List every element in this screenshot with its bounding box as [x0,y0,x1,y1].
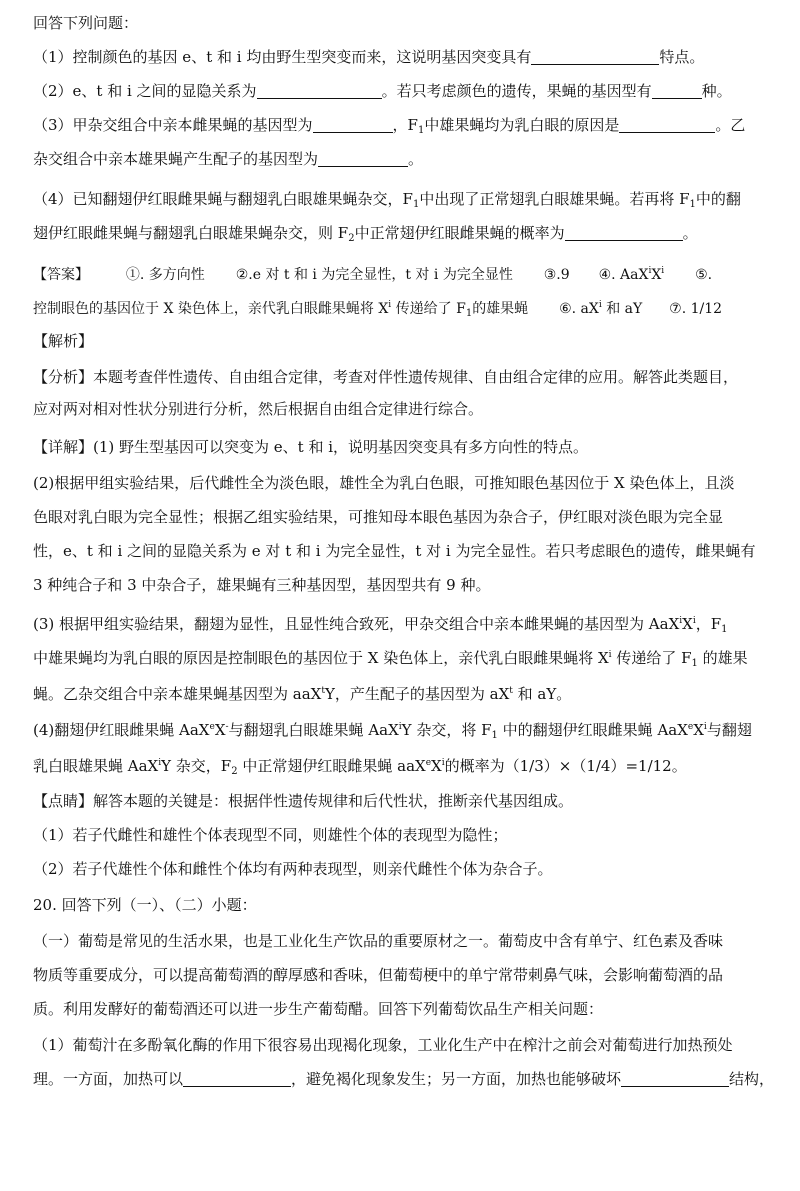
q19-part2: （2）e、t 和 i 之间的显隐关系为 。若只考虑颜色的遗传，果蝇的基因型有 种。 [33,82,732,100]
q20-para2b: 理。一方面，加热可以 ，避免褐化现象发生；另一方面，加热也能够破坏 结构， [33,1070,775,1088]
q20-para1a: （一）葡萄是常见的生活水果，也是工业化生产饮品的重要原材之一。葡萄皮中含有单宁、红色素及香味 [33,932,724,950]
detail-2d: 3 种纯合子和 3 中杂合子，雄果蝇有三种基因型，基因型共有 9 种。 [33,576,491,594]
answer-blank[interactable] [257,82,382,99]
detail-3b: 中雄果蝇均为乳白眼的原因是控制眼色的基因位于 X 染色体上，亲代乳白眼雌果蝇将 $X^i$ 传递给了 $F_1$ 的雄果 [33,649,748,669]
dianjing-1: （1）若子代雌性和雄性个体表现型不同，则雄性个体的表现型为隐性； [33,826,508,844]
answer-blank[interactable] [619,116,715,133]
answer-blank[interactable] [652,82,702,99]
answer-blank[interactable] [318,150,408,167]
q19-part3-cont: 杂交组合中亲本雄果蝇产生配子的基因型为 。 [33,150,424,168]
detail-2a: (2)根据甲组实验结果，后代雌性全为淡色眼，雄性全为乳白色眼，可推知眼色基因位于 X 染色体上，且淡 [33,474,735,492]
detail-1: 【详解】(1) 野生型基因可以突变为 e、t 和 i，说明基因突变具有多方向性的特点。 [33,438,589,456]
dianjing-2: （2）若子代雄性个体和雌性个体均有两种表现型，则亲代雌性个体为杂合子。 [33,860,553,878]
answer-blank[interactable] [183,1070,291,1087]
answer-label: 【答案】 [33,267,89,283]
q19-intro: 回答下列问题： [33,14,139,32]
detail-2b: 色眼对乳白眼为完全显性；根据乙组实验结果，可推知母本眼色基因为杂合子，伊红眼对淡色眼为完全显 [33,508,724,526]
analysis-fenxi: 【分析】本题考查伴性遗传、自由组合定律，考查对伴性遗传规律、自由组合定律的应用。解答此类题目， [33,368,739,386]
answer-blank[interactable] [313,116,393,133]
dianjing: 【点睛】解答本题的关键是：根据伴性遗传规律和后代性状，推断亲代基因组成。 [33,792,574,810]
answer-line-2: 控制眼色的基因位于 X 染色体上，亲代乳白眼雌果蝇将 $X^i$ 传递给了 $F_1$的雄果蝇 ⑥. $aX^i$ 和 aY ⑦. 1/12 [33,300,723,319]
answer-line: 【答案】 ①. 多方向性 ②.e 对 t 和 i 为完全显性，t 对 i 为完全显性 ③.9 ④. $AaX^iX^i$ ⑤. [33,266,713,283]
answer-blank[interactable] [565,224,683,241]
q19-part4: （4）已知翻翅伊红眼雌果蝇与翻翅乳白眼雄果蝇杂交，$F_1$中出现了正常翅乳白眼雄果蝇。若再将 $F_1$中的翻 [33,190,741,210]
analysis-label: 【解析】 [33,332,94,350]
q20-para1b: 物质等重要成分，可以提高葡萄酒的醇厚感和香味，但葡萄梗中的单宁常带刺鼻气味，会影响葡萄酒的品 [33,966,724,984]
q20-title: 20. 回答下列（一）、（二）小题： [33,896,257,914]
q19-part3: （3）甲杂交组合中亲本雌果蝇的基因型为 ，$F_1$中雄果蝇均为乳白眼的原因是 。乙 [33,116,746,136]
answer-blank[interactable] [531,48,659,65]
detail-3c: 蝇。乙杂交组合中亲本雄果蝇基因型为 aaX$^t$Y，产生配子的基因型为 $aX^t$ 和 aY。 [33,685,572,703]
detail-2c: 性，e、t 和 i 之间的显隐关系为 e 对 t 和 i 为完全显性，t 对 i 为完全显性。若只考虑眼色的遗传，雌果蝇有 [33,542,756,560]
q19-part1: （1）控制颜色的基因 e、t 和 i 均由野生型突变而来，这说明基因突变具有 特点。 [33,48,705,66]
q20-para1c: 质。利用发酵好的葡萄酒还可以进一步生产葡萄醋。回答下列葡萄饮品生产相关问题： [33,1000,604,1018]
q19-part4-cont: 翅伊红眼雌果蝇与翻翅乳白眼雄果蝇杂交，则 $F_2$中正常翅伊红眼雌果蝇的概率为 。 [33,224,698,244]
detail-4b: 乳白眼雄果蝇 AaX$^i$Y 杂交，$F_2$ 中正常翅伊红眼雌果蝇 $aaX^eX^i$的概率为（1/3）×（1/4）=1/12。 [33,757,687,777]
detail-3a: (3) 根据甲组实验结果，翻翅为显性，且显性纯合致死，甲杂交组合中亲本雌果蝇的基因型为 $AaX^iX^i$，$F_1$ [33,615,728,635]
detail-4a: (4)翻翅伊红眼雌果蝇 AaX$^e$X-与翻翅乳白眼雄果蝇 AaX$^i$Y 杂交，将 $F_1$ 中的翻翅伊红眼雌果蝇 $AaX^eX^i$与翻翅 [33,721,752,741]
analysis-fenxi-cont: 应对两对相对性状分别进行分析，然后根据自由组合定律进行综合。 [33,400,484,418]
answer-blank[interactable] [621,1070,729,1087]
q20-para2a: （1）葡萄汁在多酚氧化酶的作用下很容易出现褐化现象，工业化生产中在榨汁之前会对葡萄进行加热预处 [33,1036,733,1054]
